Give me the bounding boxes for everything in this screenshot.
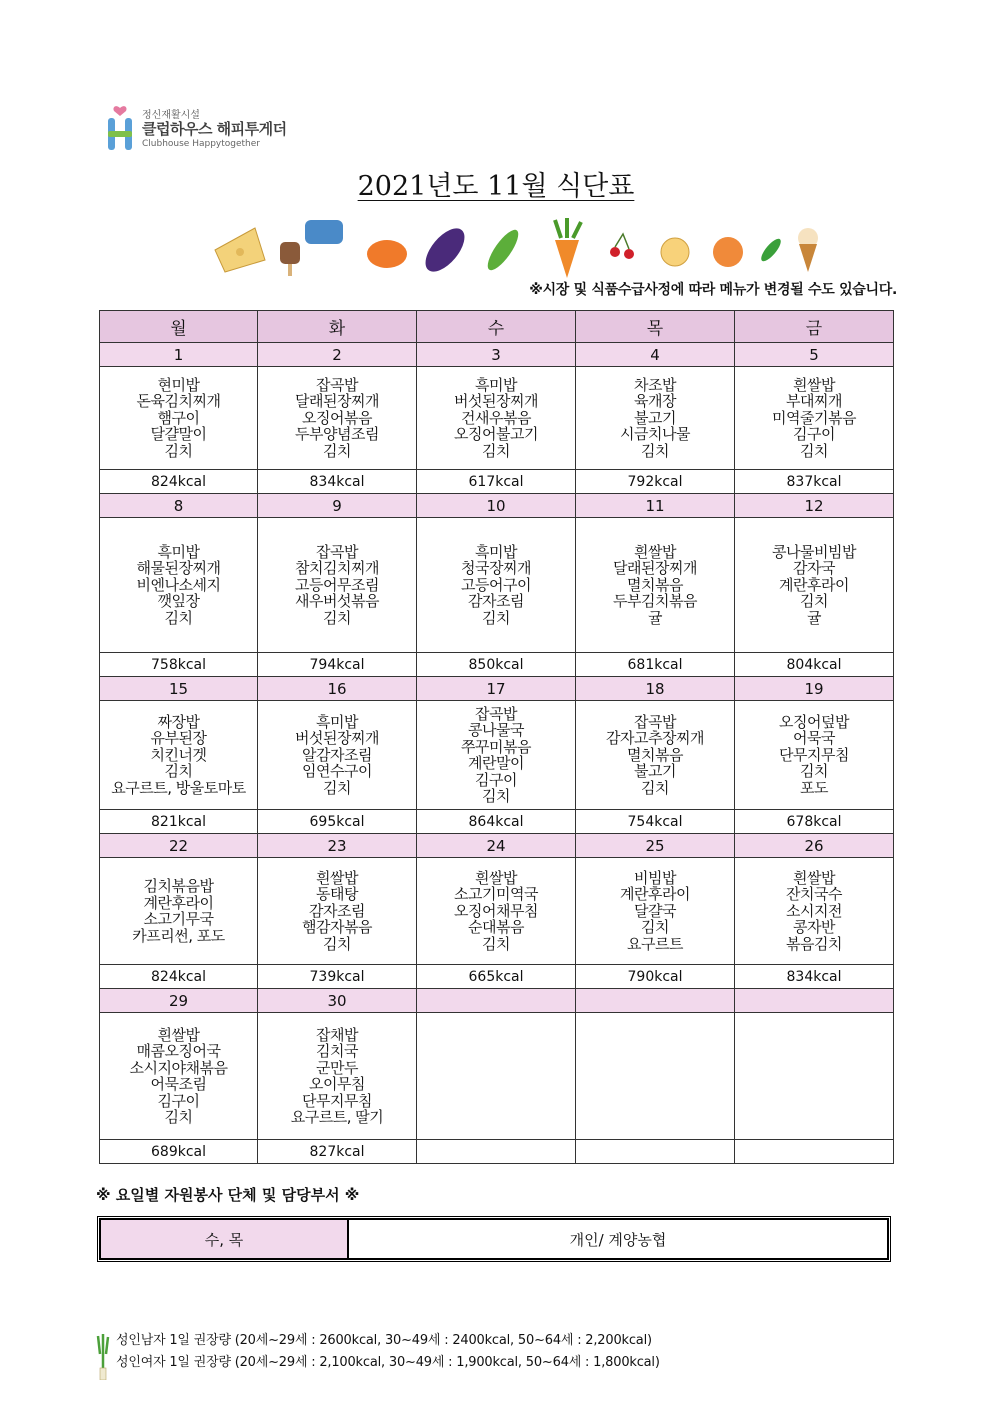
date-cell: 29 — [100, 989, 258, 1013]
logo-h-icon — [104, 104, 140, 154]
meal-cell: 흑미밥 해물된장찌개 비엔나소세지 깻잎장 김치 — [100, 518, 258, 653]
female-daily-intake: 성인여자 1일 권장량 (20세~29세 : 2,100kcal, 30~49세 : 1,900kcal, 50~64세 : 1,800kcal) — [116, 1355, 660, 1370]
weekday-wed: 수 — [417, 311, 576, 343]
weekday-tue: 화 — [258, 311, 417, 343]
kcal-cell: 681kcal — [576, 653, 735, 677]
kcal-cell: 824kcal — [100, 470, 258, 494]
kcal-row — [100, 470, 894, 494]
weekday-thu: 목 — [576, 311, 735, 343]
date-cell: 12 — [735, 494, 894, 518]
date-cell: 11 — [576, 494, 735, 518]
date-row — [100, 834, 894, 858]
date-cell — [576, 989, 735, 1013]
kcal-cell — [417, 1140, 576, 1164]
date-cell: 8 — [100, 494, 258, 518]
volunteer-days: 수, 목 — [100, 1219, 348, 1259]
lunchbox-icon — [305, 220, 343, 244]
meal-row — [100, 367, 894, 470]
date-cell: 10 — [417, 494, 576, 518]
weekday-fri: 금 — [735, 311, 894, 343]
date-cell: 15 — [100, 677, 258, 701]
date-cell: 25 — [576, 834, 735, 858]
date-cell: 4 — [576, 343, 735, 367]
meal-cell: 잡곡밥 참치김치찌개 고등어무조림 새우버섯볶음 김치 — [258, 518, 417, 653]
kcal-cell — [576, 1140, 735, 1164]
kcal-cell: 617kcal — [417, 470, 576, 494]
food-illustration-banner — [205, 210, 825, 282]
meal-row — [100, 701, 894, 810]
date-cell: 1 — [100, 343, 258, 367]
meal-cell: 흰쌀밥 동태탕 감자조림 햄감자볶음 김치 — [258, 858, 417, 965]
meal-cell — [576, 1013, 735, 1140]
kcal-cell: 695kcal — [258, 810, 417, 834]
cherry-icon — [610, 234, 634, 259]
date-cell: 26 — [735, 834, 894, 858]
date-cell: 5 — [735, 343, 894, 367]
date-row — [100, 343, 894, 367]
ice-cream-icon — [798, 228, 818, 272]
date-cell: 22 — [100, 834, 258, 858]
clubhouse-logo — [104, 104, 304, 156]
cheese-icon — [215, 228, 265, 272]
date-cell — [735, 989, 894, 1013]
meal-cell: 김치볶음밥 계란후라이 소고기무국 카프리썬, 포도 — [100, 858, 258, 965]
meal-cell: 흰쌀밥 달래된장찌개 멸치볶음 두부김치볶음 귤 — [576, 518, 735, 653]
eggplant-icon — [418, 222, 471, 279]
meal-cell: 흰쌀밥 매콤오징어국 소시지야채볶음 어묵조림 김구이 김치 — [100, 1013, 258, 1140]
meal-cell: 흰쌀밥 부대찌개 미역줄기볶음 김구이 김치 — [735, 367, 894, 470]
green-onion-icon — [96, 1334, 110, 1380]
carrot-icon — [555, 218, 581, 278]
kcal-cell: 665kcal — [417, 965, 576, 989]
cucumber-icon — [483, 226, 524, 274]
weekday-mon: 월 — [100, 311, 258, 343]
date-cell: 24 — [417, 834, 576, 858]
meal-cell — [735, 1013, 894, 1140]
meal-row — [100, 518, 894, 653]
meal-row — [100, 858, 894, 965]
pepper-icon — [758, 236, 784, 264]
date-cell: 16 — [258, 677, 417, 701]
kcal-row — [100, 653, 894, 677]
kcal-row — [100, 965, 894, 989]
kcal-cell: 837kcal — [735, 470, 894, 494]
kcal-cell: 804kcal — [735, 653, 894, 677]
volunteer-organization: 개인/ 계양농협 — [348, 1219, 888, 1259]
meal-cell: 잡곡밥 콩나물국 쭈꾸미볶음 계란말이 김구이 김치 — [417, 701, 576, 810]
meal-cell: 현미밥 돈육김치찌개 햄구이 달걀말이 김치 — [100, 367, 258, 470]
meal-cell: 흑미밥 버섯된장찌개 건새우볶음 오징어불고기 김치 — [417, 367, 576, 470]
kcal-cell: 792kcal — [576, 470, 735, 494]
date-row — [100, 494, 894, 518]
meal-cell: 잡곡밥 감자고추장찌개 멸치볶음 불고기 김치 — [576, 701, 735, 810]
volunteer-row — [100, 1219, 888, 1259]
meal-cell: 오징어덮밥 어묵국 단무지무침 김치 포도 — [735, 701, 894, 810]
meal-cell: 흑미밥 버섯된장찌개 알감자조림 임연수구이 김치 — [258, 701, 417, 810]
logo-name: 클럽하우스 해피투게더 — [142, 120, 287, 138]
meal-cell: 잡곡밥 달래된장찌개 오징어볶음 두부양념조림 김치 — [258, 367, 417, 470]
date-cell: 30 — [258, 989, 417, 1013]
menu-change-notice: ※시장 및 식품수급사정에 따라 메뉴가 변경될 수도 있습니다. — [529, 282, 897, 298]
meal-row — [100, 1013, 894, 1140]
date-cell: 17 — [417, 677, 576, 701]
kcal-cell: 821kcal — [100, 810, 258, 834]
kcal-cell: 754kcal — [576, 810, 735, 834]
kcal-cell: 739kcal — [258, 965, 417, 989]
page-title: 2021년도 11월 식단표 — [357, 171, 635, 202]
kcal-row — [100, 1140, 894, 1164]
volunteer-table — [97, 1216, 891, 1262]
date-cell: 19 — [735, 677, 894, 701]
meal-plan-table — [99, 310, 894, 1164]
meal-cell: 흑미밥 청국장찌개 고등어구이 감자조림 김치 — [417, 518, 576, 653]
date-cell: 2 — [258, 343, 417, 367]
date-cell — [417, 989, 576, 1013]
meal-cell: 잡채밥 김치국 군만두 오이무침 단무지무침 요구르트, 딸기 — [258, 1013, 417, 1140]
kcal-cell: 827kcal — [258, 1140, 417, 1164]
apple-icon — [661, 238, 689, 266]
kcal-cell: 790kcal — [576, 965, 735, 989]
recommended-intake — [96, 1330, 660, 1374]
weekday-header-row — [100, 311, 894, 343]
date-cell: 3 — [417, 343, 576, 367]
kcal-cell: 689kcal — [100, 1140, 258, 1164]
date-row — [100, 989, 894, 1013]
kcal-cell: 824kcal — [100, 965, 258, 989]
date-cell: 9 — [258, 494, 417, 518]
male-daily-intake: 성인남자 1일 권장량 (20세~29세 : 2600kcal, 30~49세 : 2400kcal, 50~64세 : 2,200kcal) — [116, 1333, 652, 1348]
kcal-row — [100, 810, 894, 834]
kcal-cell: 758kcal — [100, 653, 258, 677]
date-cell: 18 — [576, 677, 735, 701]
kcal-cell: 834kcal — [258, 470, 417, 494]
kcal-cell: 834kcal — [735, 965, 894, 989]
kcal-cell: 850kcal — [417, 653, 576, 677]
date-cell: 23 — [258, 834, 417, 858]
ice-pop-icon — [280, 242, 300, 276]
logo-english-name: Clubhouse Happytogether — [142, 139, 260, 149]
volunteer-heading: ※ 요일별 자원봉사 단체 및 담당부서 ※ — [96, 1186, 360, 1204]
meal-cell — [417, 1013, 576, 1140]
meal-cell: 짜장밥 유부된장 치킨너겟 김치 요구르트, 방울토마토 — [100, 701, 258, 810]
kcal-cell — [735, 1140, 894, 1164]
meal-cell: 비빔밥 계란후라이 달걀국 김치 요구르트 — [576, 858, 735, 965]
kcal-cell: 678kcal — [735, 810, 894, 834]
date-row — [100, 677, 894, 701]
kcal-cell: 794kcal — [258, 653, 417, 677]
meal-cell: 흰쌀밥 소고기미역국 오징어채무침 순대볶음 김치 — [417, 858, 576, 965]
kcal-cell: 864kcal — [417, 810, 576, 834]
pumpkin-icon — [367, 240, 407, 268]
meal-cell: 차조밥 육개장 불고기 시금치나물 김치 — [576, 367, 735, 470]
meal-cell: 흰쌀밥 잔치국수 소시지전 콩자반 볶음김치 — [735, 858, 894, 965]
meal-cell: 콩나물비빔밥 감자국 계란후라이 김치 귤 — [735, 518, 894, 653]
logo-subtitle: 정신재활시설 — [142, 110, 200, 121]
persimmon-icon — [713, 237, 743, 267]
